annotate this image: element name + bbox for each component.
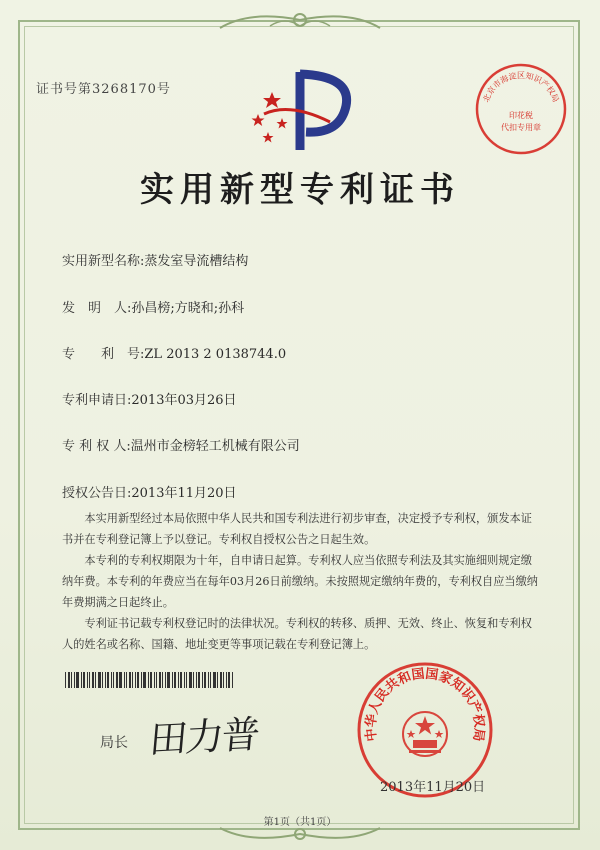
field-utility-model-name bbox=[62, 250, 248, 269]
field-value: ZL 2013 2 0138744.0 bbox=[144, 347, 287, 362]
barcode-bar bbox=[126, 672, 127, 688]
barcode-bar bbox=[98, 672, 101, 688]
svg-text:中华人民共和国国家知识产权局 bbox=[363, 666, 488, 743]
barcode-bar bbox=[217, 672, 218, 688]
barcode-bar bbox=[81, 672, 82, 688]
barcode-bar bbox=[220, 672, 222, 688]
barcode-bar bbox=[150, 672, 152, 688]
field-inventors bbox=[62, 297, 244, 316]
barcode-bar bbox=[135, 672, 136, 688]
paragraph-term-notice: 本专利的专利权期限为十年，自申请日起算。专利权人应当依照专利法及其实施细则规定缴纳年费。本专利的年费应当在每年03月26日前缴纳。未按照规定缴纳年费的，专利权自应当缴纳年费期满之日起终止。 bbox=[62, 554, 538, 609]
field-grant-date bbox=[62, 482, 237, 501]
barcode-bar bbox=[198, 672, 200, 688]
barcode-bar bbox=[116, 672, 118, 688]
field-patentee bbox=[62, 435, 300, 454]
barcode-bar bbox=[119, 672, 122, 688]
barcode-bar bbox=[156, 672, 157, 688]
field-value: 温州市金榜轻工机械有限公司 bbox=[130, 439, 300, 454]
barcode-bar bbox=[74, 672, 75, 688]
barcode-bar bbox=[143, 672, 146, 688]
tax-stamp bbox=[472, 60, 570, 158]
barcode-bar bbox=[228, 672, 230, 688]
field-value: 2013年03月26日 bbox=[131, 393, 237, 408]
field-label: 实用新型名称: bbox=[62, 254, 145, 269]
barcode-bar bbox=[213, 672, 216, 688]
barcode bbox=[65, 672, 255, 688]
paragraph-legal-status: 专利证书记载专利权登记时的法律状况。专利权的转移、质押、无效、终止、恢复和专利权人的姓名或名称、国籍、地址变更等事项记载在专利登记簿上。 bbox=[62, 617, 532, 651]
field-patent-number bbox=[62, 343, 286, 362]
barcode-bar bbox=[102, 672, 103, 688]
field-value: 孙昌榜;方晓和;孙科 bbox=[131, 301, 245, 316]
barcode-bar bbox=[226, 672, 227, 688]
small-stamp-line2: 代扣专用章 bbox=[501, 123, 541, 132]
barcode-bar bbox=[105, 672, 106, 688]
barcode-bar bbox=[202, 672, 203, 688]
barcode-bar bbox=[172, 672, 173, 688]
page-title: 实用新型专利证书 bbox=[140, 170, 460, 210]
barcode-bar bbox=[178, 672, 179, 688]
barcode-bar bbox=[113, 672, 114, 688]
barcode-bar bbox=[174, 672, 176, 688]
barcode-bar bbox=[71, 672, 72, 688]
barcode-bar bbox=[87, 672, 88, 688]
barcode-bar bbox=[95, 672, 96, 688]
barcode-bar bbox=[165, 672, 166, 688]
barcode-bar bbox=[193, 672, 194, 688]
issue-date: 2013年11月20日 bbox=[380, 780, 486, 795]
page-number: 第1页（共1页） bbox=[263, 817, 337, 828]
barcode-bar bbox=[180, 672, 182, 688]
seal-ring-text: 中华人民共和国国家知识产权局 bbox=[363, 666, 487, 743]
barcode-bar bbox=[204, 672, 206, 688]
barcode-bar bbox=[154, 672, 155, 688]
barcode-bar bbox=[76, 672, 79, 688]
barcode-bar bbox=[83, 672, 85, 688]
barcode-bar bbox=[162, 672, 163, 688]
barcode-bar bbox=[223, 672, 224, 688]
barcode-bar bbox=[141, 672, 142, 688]
field-label: 授权公告日: bbox=[62, 486, 132, 501]
top-ornament bbox=[210, 6, 390, 36]
certificate-number: 证书号第3268170号 bbox=[36, 82, 171, 97]
barcode-bar bbox=[159, 672, 161, 688]
barcode-bar bbox=[232, 672, 233, 688]
barcode-bar bbox=[92, 672, 94, 688]
barcode-bar bbox=[68, 672, 70, 688]
field-label: 专 利 号: bbox=[62, 347, 145, 362]
barcode-bar bbox=[129, 672, 131, 688]
director-title: 局长 bbox=[100, 735, 128, 751]
barcode-bar bbox=[65, 672, 66, 688]
barcode-bar bbox=[167, 672, 170, 688]
field-label: 发 明 人: bbox=[62, 301, 132, 316]
field-label: 专利申请日: bbox=[62, 393, 132, 408]
small-stamp-line1: 印花税 bbox=[509, 111, 533, 120]
field-value: 蒸发室导流槽结构 bbox=[144, 254, 249, 269]
barcode-bar bbox=[208, 672, 209, 688]
barcode-bar bbox=[196, 672, 197, 688]
field-value: 2013年11月20日 bbox=[131, 486, 237, 501]
barcode-bar bbox=[148, 672, 149, 688]
barcode-bar bbox=[184, 672, 185, 688]
director-signature: 田力普 bbox=[147, 712, 260, 762]
small-stamp-ring-text: 北京市海淀区知识产权局 bbox=[481, 71, 561, 104]
patent-office-logo bbox=[250, 62, 360, 154]
barcode-bar bbox=[186, 672, 187, 688]
field-application-date bbox=[62, 389, 237, 408]
field-label: 专 利 权 人: bbox=[62, 439, 131, 454]
barcode-bar bbox=[210, 672, 211, 688]
paragraph-grant-notice: 本实用新型经过本局依照中华人民共和国专利法进行初步审查，决定授予专利权，颁发本证书并在专利登记簿上予以登记。专利权自授权公告之日起生效。 bbox=[62, 512, 532, 546]
barcode-bar bbox=[132, 672, 133, 688]
barcode-bar bbox=[111, 672, 112, 688]
national-emblem-icon bbox=[403, 712, 447, 756]
barcode-bar bbox=[137, 672, 139, 688]
barcode-bar bbox=[107, 672, 109, 688]
barcode-bar bbox=[124, 672, 125, 688]
barcode-bar bbox=[89, 672, 90, 688]
barcode-bar bbox=[189, 672, 192, 688]
